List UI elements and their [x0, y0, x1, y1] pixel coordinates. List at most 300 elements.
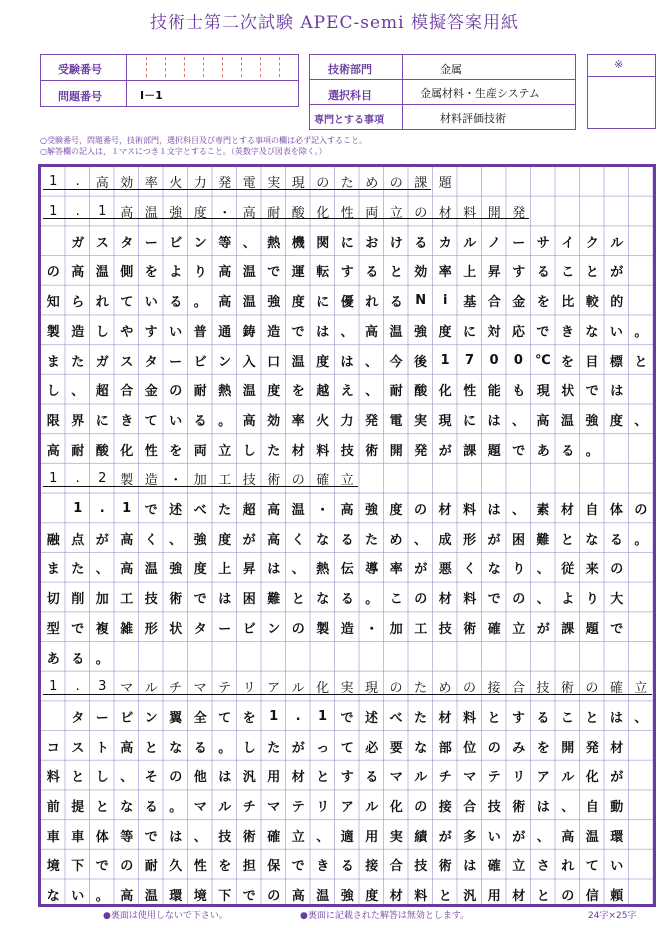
- answer-row: [41, 226, 653, 256]
- grid-char: に: [462, 324, 476, 340]
- grid-char: る: [561, 443, 575, 459]
- grid-char: り: [193, 265, 207, 281]
- grid-char: て: [144, 413, 158, 429]
- grid-char: て: [218, 710, 232, 726]
- grid-char: 、: [95, 562, 109, 578]
- grid-char: み: [512, 740, 526, 756]
- grid-char: チ: [242, 800, 256, 816]
- answer-row: [41, 880, 653, 910]
- grid-char: で: [291, 324, 305, 340]
- grid-char: 技: [242, 473, 256, 489]
- grid-char: 等: [120, 829, 134, 845]
- grid-char: 用: [267, 770, 281, 786]
- grid-char: と: [487, 710, 501, 726]
- grid-char: 1: [49, 679, 58, 695]
- grid-char: に: [462, 413, 476, 429]
- grid-char: 造: [340, 621, 354, 637]
- grid-char: N: [415, 293, 427, 309]
- grid-char: が: [242, 532, 256, 548]
- grid-char: 性: [144, 443, 158, 459]
- grid-char: 難: [536, 532, 550, 548]
- grid-char: 力: [340, 413, 354, 429]
- heading-underline: [43, 218, 529, 219]
- grid-char: 温: [389, 324, 403, 340]
- grid-char: 発: [414, 443, 428, 459]
- grid-char: 術: [463, 621, 477, 637]
- grid-char: 高: [242, 413, 256, 429]
- grid-char: 高: [120, 740, 134, 756]
- grid-char: い: [169, 413, 183, 429]
- grid-char: 。: [218, 740, 232, 756]
- grid-char: の: [46, 265, 60, 281]
- grid-char: 製: [46, 324, 60, 340]
- grid-char: 立: [512, 621, 526, 637]
- grid-char: 素: [536, 503, 550, 519]
- grid-char: の: [291, 473, 305, 489]
- grid-char: を: [144, 265, 158, 281]
- grid-char: で: [95, 859, 109, 875]
- grid-char: 題: [438, 176, 452, 192]
- grid-char: め: [389, 532, 403, 548]
- grid-char: あ: [46, 651, 60, 667]
- grid-char: ル: [561, 770, 575, 786]
- grid-char: て: [120, 295, 134, 311]
- department-label: 技術部門: [328, 63, 372, 76]
- grid-char: 材: [610, 740, 624, 756]
- grid-char: め: [438, 681, 452, 697]
- grid-char: 化: [438, 384, 452, 400]
- grid-char: 造: [71, 324, 85, 340]
- grid-char: 化: [120, 443, 134, 459]
- note-1: ○受験番号，問題番号，技術部門，選択科目及び専門とする事項の欄は必ず記入すること。: [40, 136, 367, 145]
- grid-char: て: [585, 859, 599, 875]
- grid-char: の: [267, 889, 281, 905]
- grid-char: [41, 494, 65, 524]
- grid-char: 料: [462, 710, 476, 726]
- grid-char: 難: [267, 592, 281, 608]
- grid-char: で: [512, 443, 526, 459]
- grid-char: の: [512, 592, 526, 608]
- grid-char: は: [487, 413, 501, 429]
- grid-char: ル: [291, 681, 305, 697]
- grid-char: 確: [267, 829, 281, 845]
- grid-char: め: [365, 176, 379, 192]
- grid-char: 耐: [144, 859, 158, 875]
- grid-char: 保: [267, 859, 281, 875]
- grid-char: の: [414, 800, 428, 816]
- grid-char: と: [438, 889, 452, 905]
- grid-char: の: [169, 384, 183, 400]
- grid-char: タ: [120, 235, 134, 251]
- grid-char: 体: [95, 829, 109, 845]
- grid-char: を: [169, 443, 183, 459]
- grid-char: ン: [267, 621, 281, 637]
- grid-char: 術: [242, 829, 256, 845]
- grid-char: き: [316, 859, 330, 875]
- grid-char: た: [414, 681, 428, 697]
- grid-char: れ: [561, 859, 575, 875]
- grid-char: 高: [120, 206, 134, 222]
- grid-char: ン: [193, 235, 207, 251]
- grid-char: べ: [389, 710, 403, 726]
- grid-char: 口: [267, 354, 281, 370]
- grid-char: で: [291, 859, 305, 875]
- grid-char: 技: [536, 681, 550, 697]
- grid-char: は: [218, 770, 232, 786]
- answer-row: [41, 583, 653, 613]
- grid-char: カ: [438, 235, 452, 251]
- grid-char: 。: [218, 413, 232, 429]
- grid-char: ア: [267, 681, 281, 697]
- grid-char: 実: [414, 413, 428, 429]
- grid-char: て: [340, 740, 354, 756]
- grid-char: 高: [267, 503, 281, 519]
- grid-char: 耐: [193, 384, 207, 400]
- grid-char: 課: [561, 621, 575, 637]
- grid-char: 現: [536, 384, 550, 400]
- grid-char: れ: [95, 295, 109, 311]
- grid-char: 。: [634, 532, 648, 548]
- grid-char: 術: [438, 859, 452, 875]
- grid-char: 、: [414, 532, 428, 548]
- grid-char: で: [536, 324, 550, 340]
- grid-char: ク: [585, 235, 599, 251]
- grid-char: 比: [561, 295, 575, 311]
- grid-char: た: [267, 740, 281, 756]
- grid-char: 汎: [242, 770, 256, 786]
- grid-char: 高: [120, 562, 134, 578]
- grid-char: 強: [169, 206, 183, 222]
- grid-char: ・: [169, 473, 183, 489]
- grid-char: 。: [585, 443, 599, 459]
- grid-char: 境: [46, 859, 60, 875]
- grid-char: の: [389, 681, 403, 697]
- grid-char: 確: [316, 473, 330, 489]
- grid-char: 材: [512, 889, 526, 905]
- grid-char: る: [144, 800, 158, 816]
- grid-char: 開: [389, 443, 403, 459]
- problem-number-value: Ⅰ－1: [140, 89, 163, 102]
- grid-char: 強: [340, 889, 354, 905]
- grid-char: 接: [487, 681, 501, 697]
- grid-char: .: [75, 204, 80, 220]
- grid-char: 1: [269, 708, 279, 724]
- grid-char: 導: [365, 562, 379, 578]
- grid-char: 加: [95, 592, 109, 608]
- grid-char: こ: [560, 710, 574, 726]
- grid-char: は: [218, 592, 232, 608]
- grid-char: 合: [389, 859, 403, 875]
- grid-char: 強: [585, 413, 599, 429]
- grid-char: い: [487, 829, 501, 845]
- grid-char: き: [560, 324, 574, 340]
- grid-char: 高: [95, 176, 109, 192]
- grid-char: 開: [487, 206, 501, 222]
- grid-char: 高: [46, 443, 60, 459]
- grid-char: で: [610, 621, 624, 637]
- grid-char: 題: [585, 621, 599, 637]
- grid-char: 接: [438, 800, 452, 816]
- grid-char: 機: [291, 235, 305, 251]
- grid-char: る: [193, 413, 207, 429]
- grid-char: 下: [71, 859, 85, 875]
- grid-char: 発: [365, 413, 379, 429]
- grid-char: い: [609, 324, 623, 340]
- grid-char: で: [71, 621, 85, 637]
- grid-char: 切: [46, 592, 60, 608]
- grid-char: 金: [144, 384, 158, 400]
- grid-char: 、: [365, 354, 379, 370]
- grid-char: 高: [340, 503, 354, 519]
- grid-char: 高: [242, 206, 256, 222]
- grid-char: 温: [316, 889, 330, 905]
- grid-char: た: [71, 562, 85, 578]
- grid-char: は: [340, 354, 354, 370]
- grid-char: 悪: [438, 562, 452, 578]
- grid-char: 料: [462, 503, 476, 519]
- grid-char: 効: [120, 176, 134, 192]
- grid-char: は: [610, 384, 624, 400]
- grid-char: 温: [242, 384, 256, 400]
- grid-char: ル: [144, 681, 158, 697]
- grid-char: 、: [536, 562, 550, 578]
- subject-value: 金属材料・生産システム: [420, 87, 540, 100]
- answer-row: [41, 731, 653, 761]
- grid-char: 熱: [267, 235, 281, 251]
- grid-char: イ: [561, 235, 575, 251]
- grid-char: を: [536, 740, 550, 756]
- subject-label: 選択科目: [328, 89, 372, 102]
- grid-char: 、: [316, 829, 330, 845]
- grid-char: 。: [193, 295, 207, 311]
- grid-char: 多: [463, 829, 477, 845]
- grid-char: で: [144, 829, 158, 845]
- grid-char: 高: [218, 265, 232, 281]
- grid-char: 性: [340, 206, 354, 222]
- grid-char: 融: [46, 532, 60, 548]
- answer-row: [41, 702, 653, 732]
- answer-row: [41, 642, 653, 672]
- grid-char: 環: [610, 829, 624, 845]
- grid-char: ・: [365, 621, 379, 637]
- grid-char: な: [46, 889, 60, 905]
- grid-char: 全: [193, 710, 207, 726]
- grid-char: 術: [512, 800, 526, 816]
- grid-char: た: [340, 176, 354, 192]
- grid-char: 術: [365, 443, 379, 459]
- grid-char: 優: [340, 295, 354, 311]
- grid-char: ℃: [535, 352, 551, 368]
- grid-char: タ: [144, 354, 158, 370]
- grid-char: る: [340, 859, 354, 875]
- grid-char: 汎: [463, 889, 477, 905]
- grid-char: す: [511, 710, 525, 726]
- grid-char: 高: [267, 532, 281, 548]
- grid-char: 目: [585, 354, 599, 370]
- answer-row: [41, 405, 653, 435]
- answer-row: [41, 850, 653, 880]
- grid-char: 信: [585, 889, 599, 905]
- grid-char: 7: [464, 352, 474, 368]
- grid-char: リ: [512, 770, 526, 786]
- grid-char: に: [316, 295, 330, 311]
- grid-char: 通: [218, 324, 232, 340]
- grid-char: 超: [95, 384, 109, 400]
- grid-char: 工: [218, 473, 232, 489]
- problem-number-label: 問題番号: [58, 90, 102, 103]
- grid-char: 高: [536, 413, 550, 429]
- grid-char: 強: [414, 324, 428, 340]
- specialty-value: 材料評価技術: [440, 112, 506, 125]
- grid-char: 温: [560, 413, 574, 429]
- grid-char: 、: [511, 413, 525, 429]
- grid-char: .: [295, 708, 301, 724]
- grid-char: ア: [340, 800, 354, 816]
- grid-char: の: [414, 592, 428, 608]
- grid-char: 熱: [316, 562, 330, 578]
- grid-char: ガ: [95, 354, 109, 370]
- grid-char: 立: [634, 681, 648, 697]
- grid-char: 合: [487, 295, 501, 311]
- grid-char: 対: [487, 324, 501, 340]
- grid-char: 必: [365, 740, 379, 756]
- grid-char: 実: [389, 829, 403, 845]
- grid-char: が: [438, 443, 452, 459]
- grid-char: ビ: [242, 621, 256, 637]
- grid-char: 化: [316, 681, 330, 697]
- grid-char: る: [340, 532, 354, 548]
- grid-char: あ: [536, 443, 550, 459]
- grid-char: 大: [610, 592, 624, 608]
- grid-char: 技: [414, 859, 428, 875]
- grid-char: と: [316, 770, 330, 786]
- grid-char: 温: [585, 829, 599, 845]
- grid-char: す: [144, 324, 158, 340]
- grid-char: 酸: [291, 206, 305, 222]
- grid-char: は: [316, 324, 330, 340]
- answer-row: [41, 613, 653, 643]
- grid-char: 久: [169, 859, 183, 875]
- grid-char: 火: [169, 176, 183, 192]
- grid-char: 現: [438, 413, 452, 429]
- grid-char: 1: [122, 501, 132, 517]
- grid-char: 側: [120, 265, 134, 281]
- grid-char: ら: [71, 295, 85, 311]
- grid-char: 度: [193, 206, 207, 222]
- grid-char: く: [291, 532, 305, 548]
- grid-char: 温: [144, 206, 158, 222]
- grid-char: る: [365, 770, 379, 786]
- grid-char: 立: [389, 206, 403, 222]
- grid-char: 温: [144, 889, 158, 905]
- grid-char: 度: [267, 384, 281, 400]
- grid-char: ・: [316, 503, 330, 519]
- grid-char: 度: [609, 413, 623, 429]
- grid-char: タ: [193, 621, 207, 637]
- grid-char: 。: [365, 592, 379, 608]
- grid-char: マ: [193, 681, 207, 697]
- grid-char: 率: [144, 176, 158, 192]
- grid-char: ス: [71, 740, 85, 756]
- grid-char: 形: [462, 532, 476, 548]
- grid-char: マ: [389, 770, 403, 786]
- grid-char: は: [267, 562, 281, 578]
- grid-char: 1: [73, 501, 83, 517]
- grid-char: な: [120, 800, 134, 816]
- grid-char: 雑: [120, 621, 134, 637]
- grid-char: 困: [242, 592, 256, 608]
- grid-char: の: [120, 859, 134, 875]
- grid-char: た: [71, 354, 85, 370]
- grid-char: 両: [365, 206, 379, 222]
- answer-grid[interactable]: [38, 164, 656, 907]
- grid-char: 普: [193, 324, 207, 340]
- department-value: 金属: [440, 63, 462, 76]
- grid-char: ガ: [71, 235, 85, 251]
- grid-char: 製: [316, 621, 330, 637]
- grid-char: 今: [389, 354, 403, 370]
- exam-number-label: 受験番号: [58, 63, 102, 76]
- grid-char: 用: [365, 829, 379, 845]
- grid-char: と: [144, 740, 158, 756]
- grid-char: 高: [365, 324, 379, 340]
- grid-char: 料: [46, 770, 60, 786]
- grid-char: 技: [340, 443, 354, 459]
- grid-char: 他: [193, 770, 207, 786]
- grid-char: が: [438, 829, 452, 845]
- grid-char: い: [71, 889, 85, 905]
- grid-char: 加: [389, 621, 403, 637]
- grid-char: ノ: [487, 235, 501, 251]
- exam-number-field[interactable]: [127, 55, 298, 79]
- grid-char: 応: [511, 324, 525, 340]
- grid-char: 確: [487, 621, 501, 637]
- grid-char: ・: [218, 206, 232, 222]
- grid-char: 技: [144, 592, 158, 608]
- grid-char: 。: [95, 651, 109, 667]
- grid-char: 造: [267, 324, 281, 340]
- grid-char: る: [169, 295, 183, 311]
- grid-char: に: [340, 235, 354, 251]
- grid-char: り: [585, 592, 599, 608]
- grid-char: 確: [609, 681, 623, 697]
- answer-row: [41, 345, 653, 375]
- grid-char: 翼: [169, 710, 183, 726]
- grid-char: し: [95, 770, 109, 786]
- grid-char: 強: [169, 562, 183, 578]
- grid-char: が: [512, 829, 526, 845]
- grid-char: 製: [120, 473, 134, 489]
- grid-char: 化: [389, 800, 403, 816]
- grid-char: ル: [218, 800, 232, 816]
- grid-char: で: [193, 592, 207, 608]
- grid-char: 、: [634, 710, 648, 726]
- grid-char: と: [95, 800, 109, 816]
- grid-char: 材: [389, 889, 403, 905]
- grid-char: と: [585, 710, 599, 726]
- grid-char: た: [267, 443, 281, 459]
- grid-char: 車: [71, 829, 85, 845]
- grid-char: る: [365, 265, 379, 281]
- grid-char: 境: [193, 889, 207, 905]
- grid-char: の: [389, 176, 403, 192]
- section-heading-row: [41, 672, 653, 702]
- grid-char: る: [193, 740, 207, 756]
- grid-char: と: [291, 592, 305, 608]
- grid-char: 型: [46, 621, 60, 637]
- grid-char: 、: [511, 503, 525, 519]
- grid-char: ー: [95, 710, 109, 726]
